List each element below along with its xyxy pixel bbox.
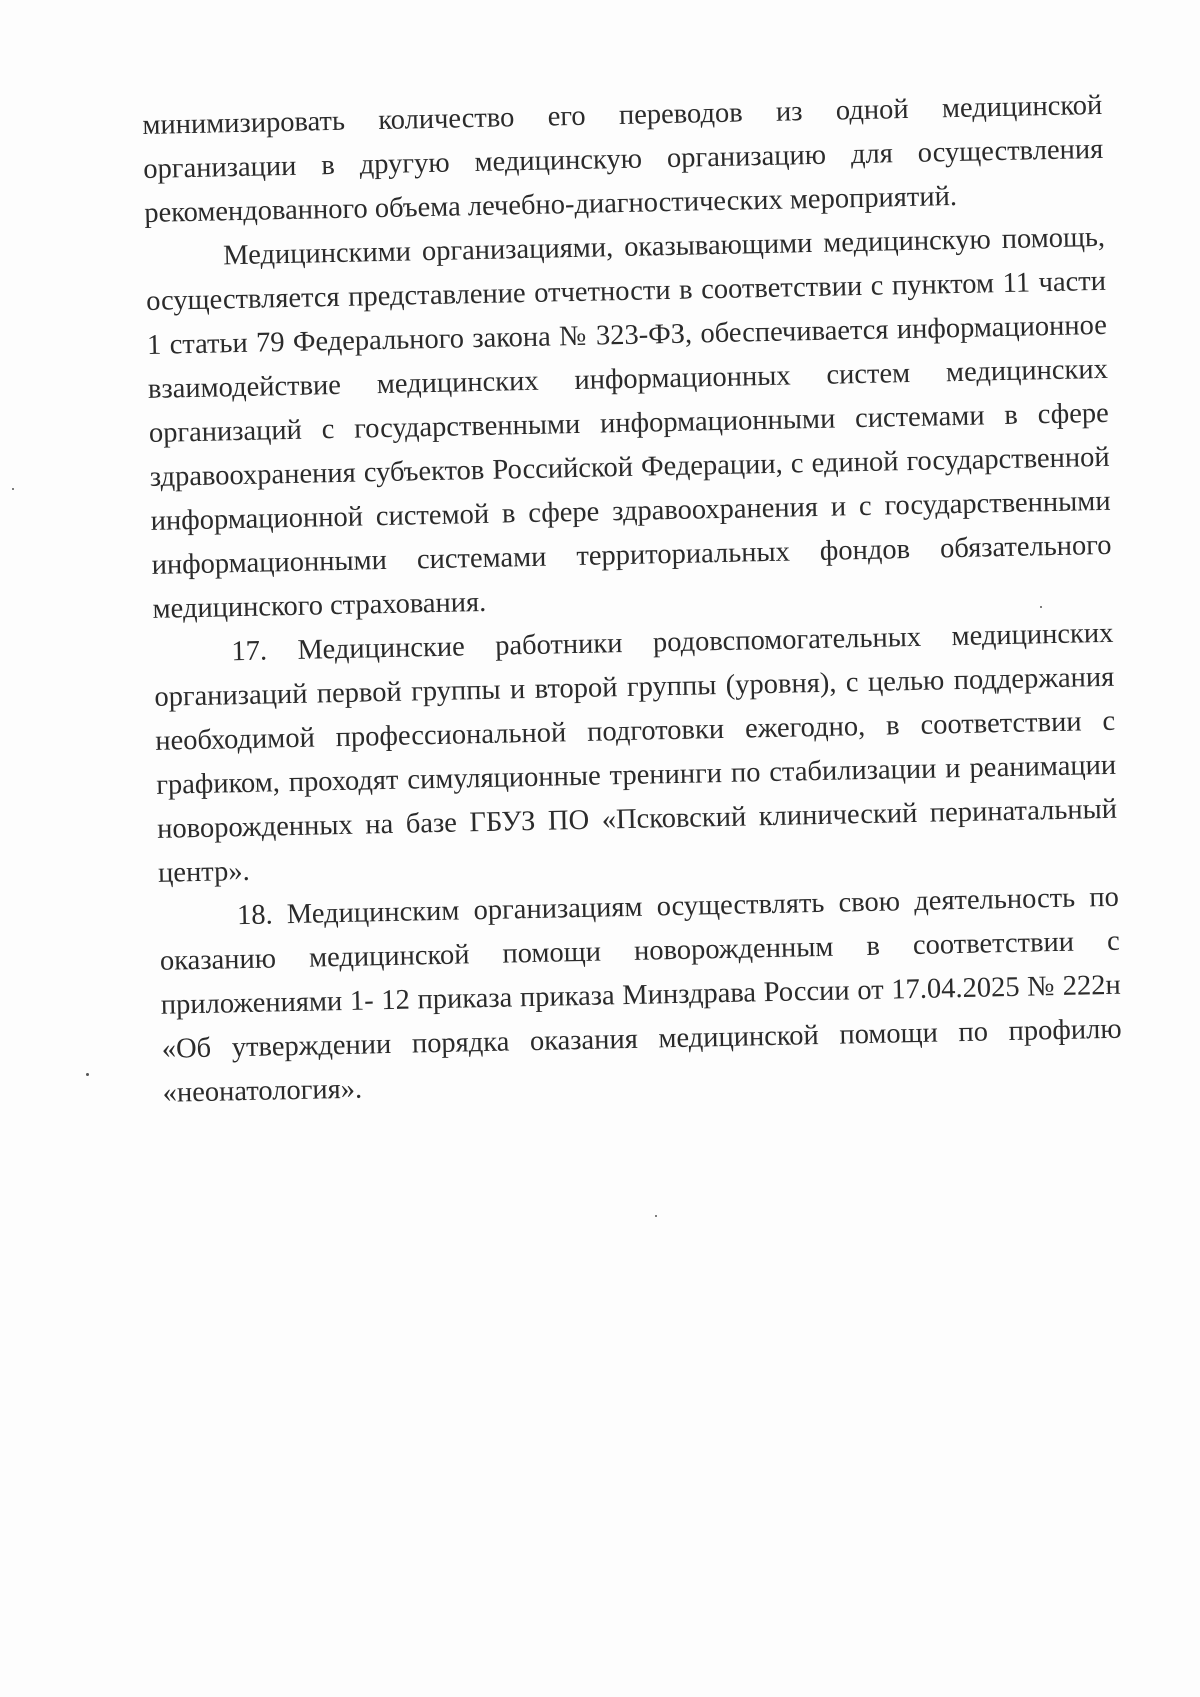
scan-speck [1040,606,1042,608]
paragraph-continuation: минимизировать количество его переводов из одной медицинской организации в другую медицинскую организацию для осуществления рекомендованного объема лечебно-диагностических мероприятий. [142,89,1104,229]
scan-speck [655,1215,657,1217]
scan-speck [12,488,14,490]
paragraph-item-17: 17. Медицинские работники родовспомогательных медицинских организаций первой группы и второй группы (уровня), с целью поддержания необходимой профессиональной подготовки ежегодно, в соответствии с графиком, проходят симуляционные тренинги по стабилизации и реанимации новорожденных на базе ГБУЗ ПО «Псковский клинический перинатальный центр». [154,617,1118,889]
paragraph-item-18: 18. Медицинским организациям осуществлять свою деятельность по оказанию медицинской помощи новорожденным в соответствии с приложениями 1- 12 приказа приказа Минздрава России от 17.04.2025 № 222н «Об утверждении порядка оказания медицинской помощи по профилю «неонатология». [159,881,1122,1109]
paragraph-reporting: Медицинскими организациями, оказывающими медицинскую помощь, осуществляется представление отчетности в соответствии с пунктом 11 части 1 статьи 79 Федерального закона № 323-ФЗ, обеспечивается информационное взаимодействие медицинских информационных систем медицинских организаций с государственными информационными системами в сфере здравоохранения субъектов Российской Федерации, с единой государственной информационной системой в сфере здравоохранения и с государственными информационными системами территориальных фондов обязательного медицинского страхования. [145,221,1112,625]
scan-speck [86,1073,89,1076]
document-body [142,84,1123,1116]
